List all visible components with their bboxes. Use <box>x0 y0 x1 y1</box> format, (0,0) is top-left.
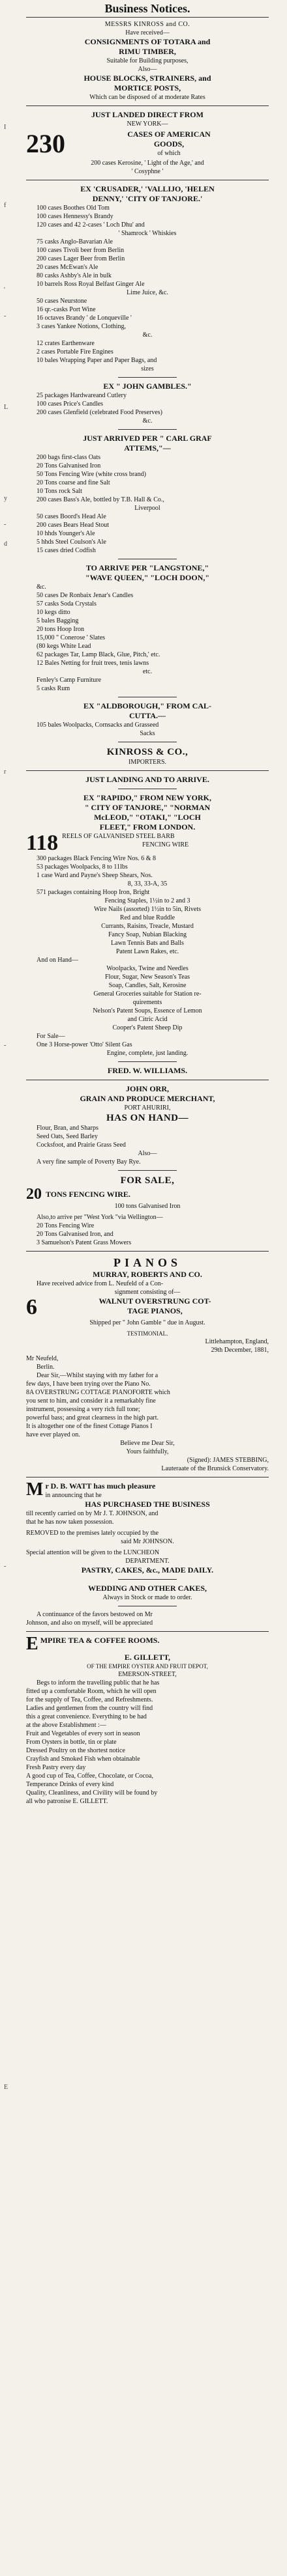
watt-notice <box>26 1481 269 1627</box>
empire-notice <box>26 1636 269 1806</box>
john-orr-notice <box>26 1084 269 1247</box>
quantity-figure: 6 <box>26 1295 37 1319</box>
notice-line: Littlehampton, England, <box>205 1338 269 1345</box>
just-landing-heading: JUST LANDING AND TO ARRIVE. <box>85 775 209 784</box>
notice-line: Believe me Dear Sir, <box>120 1440 175 1447</box>
notice-line: ' Cosyphne ' <box>131 168 164 175</box>
list-item: 10 bales Wrapping Paper and Paper Bags, and <box>37 357 157 364</box>
list-item: 57 casks Soda Crystals <box>37 600 97 608</box>
list-item: 20 Tons Fencing Wire <box>37 1222 95 1229</box>
notice-line: said Mr JOHNSON. <box>121 1538 174 1545</box>
list-item: 80 casks Ashby's Ale in bulk <box>37 272 112 279</box>
notice-line: Have received— <box>125 29 170 36</box>
list-item: &c. <box>142 417 153 425</box>
list-item: 10 Tons rock Salt <box>37 488 82 495</box>
aldborough-notice <box>26 701 269 738</box>
notice-heading: EX " JOHN GAMBLES." <box>103 382 192 391</box>
notice-line: Which can be disposed of at moderate Rates <box>89 94 205 101</box>
notice-heading: HAS ON HAND— <box>106 1113 189 1123</box>
notice-heading: EX "ALDBOROUGH," FROM CAL- <box>83 701 211 710</box>
notice-heading: GRAIN AND PRODUCE MERCHANT, <box>80 1094 215 1103</box>
langstone-notice <box>26 563 269 693</box>
list-item: Nelson's Patent Soups, Essence of Lemon <box>93 1007 202 1015</box>
list-item: 2 cases Portable Fire Engines <box>37 348 113 356</box>
margin-fragment: - <box>4 1042 7 1049</box>
notice-line: that he has now taken possession. <box>26 1519 114 1526</box>
list-item: 3 Samuelson's Patent Grass Mowers <box>37 1239 132 1246</box>
notice-heading: WEDDING AND OTHER CAKES, <box>87 1584 207 1593</box>
list-item: 50 cases Neurstone <box>37 298 87 305</box>
list-item: 5 bales Bagging <box>37 617 79 624</box>
list-item: 20 cases McEwan's Ale <box>37 264 98 271</box>
list-item: (80 kegs White Lead <box>37 643 91 650</box>
notice-line: &c. <box>37 583 46 591</box>
list-item: 200 bags first-class Oats <box>37 454 101 461</box>
list-item: Flour, Bran, and Sharps <box>37 1125 98 1132</box>
list-item: Red and blue Ruddle <box>119 914 175 921</box>
drop-cap: E <box>26 1636 38 1654</box>
divider <box>118 1579 177 1580</box>
list-item: Cooper's Patent Sheep Dip <box>112 1024 183 1031</box>
list-item: Fancy Soap, Nubian Blacking <box>108 931 187 938</box>
notice-line: till recently carried on by Mr J. T. JOHNSON, and <box>26 1510 159 1517</box>
body-line: Ladies and gentlemen from the country will find <box>26 1705 153 1712</box>
list-item: 75 casks Anglo-Bavarian Ale <box>37 238 113 245</box>
list-item: ' Shamrock ' Whiskies <box>118 230 177 237</box>
margin-fragment: y <box>4 495 7 502</box>
kinross-importers-title: KINROSS & CO., <box>106 747 189 757</box>
body-line: at the above Establishment :— <box>26 1722 106 1729</box>
list-item: 200 cases Bears Head Stout <box>37 522 110 529</box>
quantity-text <box>69 130 269 158</box>
notice-heading: ATTEMS,"— <box>124 443 171 453</box>
notice-line: signment consisting of— <box>114 1289 181 1296</box>
list-item: Wire Nails (assorted) 1½in to 5in, Rivets <box>93 906 201 913</box>
list-item: etc. <box>142 668 153 675</box>
notice-heading: " CITY OF TANJORE," "NORMAN <box>84 803 211 812</box>
list-item: 12 Bales Netting for fruit trees, tenis lawns <box>37 660 149 667</box>
notice-heading: FLEET," FROM LONDON. <box>99 822 196 832</box>
body-line: this a great convenience. Everything to be had <box>26 1713 147 1720</box>
list-item: 50 cases De Ronbaix Jenar's Candles <box>37 592 134 599</box>
notice-line: Lauteraate of the Brunsick Conservatory. <box>161 1465 269 1472</box>
notice-line: Yours faithfully, <box>126 1448 169 1455</box>
margin-fragment: L <box>4 404 8 411</box>
list-item: Fencing Staples, 1½in to 2 and 3 <box>104 897 190 904</box>
list-item: 120 cases and 42 2-cases ' Loch Dhu' and <box>37 221 145 229</box>
notice-line: in announcing that he <box>45 1492 102 1499</box>
list-item: 100 cases Price's Candles <box>37 400 104 408</box>
body-line: Crayfish and Smoked Fish when obtainable <box>26 1756 140 1763</box>
list-item: Fenley's Camp Furniture <box>37 677 102 684</box>
list-item: 62 packages Tar, Lamp Black, Glue, Pitch,' etc. <box>37 651 160 658</box>
list-item: 5 casks Rum <box>37 685 70 692</box>
body-line: From Oysters in bottle, tin or plate <box>26 1739 117 1746</box>
quantity-text <box>62 832 269 849</box>
divider <box>26 105 269 106</box>
body-line: have ever played on. <box>26 1431 80 1438</box>
body-line: few days, I have been trying over the Piano No. <box>26 1380 151 1388</box>
notice-line: of which <box>157 150 181 157</box>
list-item: For Sale— <box>37 1033 65 1040</box>
list-item: and Citric Acid <box>127 1016 168 1023</box>
notice-heading: GOODS, <box>153 139 185 148</box>
notice-heading: E. GILLETT, <box>124 1653 171 1662</box>
body-line: Fruit and Vegetables of every sort in season <box>26 1730 140 1737</box>
quantity-row <box>26 832 269 854</box>
list-item: Sacks <box>140 730 155 737</box>
quantity-figure: 230 <box>26 128 65 158</box>
notice-line: (Signed): JAMES STEBBING, <box>187 1457 269 1464</box>
list-item: 10 barrels Ross Royal Belfast Ginger Ale <box>37 281 145 288</box>
margin-fragment: I <box>4 124 7 131</box>
list-item: 200 cases Lager Beer from Berlin <box>37 255 125 262</box>
notice-line: REMOVED to the premises lately occupied by the <box>26 1530 159 1537</box>
list-item: 20 tons Hoop Iron <box>37 626 85 633</box>
notice-line: NEW YORK— <box>127 120 168 128</box>
notice-line: Johnson, and also on myself, will be appreciated <box>26 1619 153 1627</box>
notice-heading: TAGE PIANOS, <box>127 1306 183 1315</box>
list-item: 25 packages Hardwareand Cutlery <box>37 392 127 399</box>
body-line: It is altogether one of the finest Cottage Pianos I <box>26 1423 153 1430</box>
quantity-figure: 20 <box>26 1186 42 1203</box>
notice-line: EMERSON-STREET, <box>118 1671 177 1678</box>
list-item: 1 case Ward and Payne's Sheep Shears, Nos. <box>37 872 153 879</box>
notice-heading: PASTRY, CAKES, &c., MADE DAILY. <box>81 1565 214 1575</box>
body-line: for the supply of Tea, Coffee, and Refreshments. <box>26 1696 153 1703</box>
divider <box>118 1170 177 1171</box>
list-item: Currants, Raisins, Treacle, Mustard <box>101 923 194 930</box>
list-item: Woolpacks, Twine and Needles <box>106 965 189 972</box>
notice-line: Also— <box>138 66 157 73</box>
notice-heading: RIMU TIMBER, <box>119 47 176 56</box>
list-item: One 3 Horse-power 'Otto' Silent Gas <box>37 1041 132 1048</box>
notice-heading: CUTTA.— <box>128 711 166 720</box>
notice-line: 200 cases Kerosine, ' Light of the Age,' and <box>91 160 204 167</box>
divider <box>118 377 177 378</box>
notice-heading: JOHN ORR, <box>126 1084 169 1093</box>
body-line: Begs to inform the travelling public that he has <box>37 1679 160 1687</box>
notice-title: MESSRS KINROSS and CO. <box>104 21 190 28</box>
body-line: Dear Sir,—Whilst staying with my father for a <box>37 1372 159 1379</box>
notice-line: PORT AHURIRI, <box>124 1104 171 1112</box>
margin-fragment: d <box>4 540 7 548</box>
body-line: fitted up a comfortable Room, which he will open <box>26 1688 157 1695</box>
list-item: Engine, complete, just landing. <box>106 1050 189 1057</box>
list-item: 571 packages containing Hoop Iron, Bright <box>37 889 150 896</box>
notice-heading: McLEOD," "OTAKI," "LOCH <box>94 813 201 822</box>
quantity-figure: 118 <box>26 831 59 855</box>
margin-fragment: ' <box>4 287 5 294</box>
list-item: 5 hhds Steel Coulson's Ale <box>37 539 106 546</box>
list-item: Cocksfoot, and Prairie Grass Seed <box>37 1141 126 1149</box>
notice-heading: JUST LANDED DIRECT FROM <box>91 110 204 119</box>
list-item: 15 cases dried Codfish <box>37 547 96 554</box>
notice-heading: HOUSE BLOCKS, STRAINERS, and <box>83 74 211 83</box>
notice-heading: CASES OF AMERICAN <box>127 130 211 139</box>
notice-heading: CONSIGNMENTS OF TOTARA and <box>84 37 211 46</box>
list-item: 20 Tons coarse and fine Salt <box>37 479 110 486</box>
divider <box>26 770 269 771</box>
quantity-row <box>26 1186 269 1202</box>
notice-line: 29th December, 1881, <box>211 1347 269 1354</box>
divider <box>26 1251 269 1252</box>
pianos-notice <box>26 1255 269 1473</box>
williams-signature: FRED. W. WILLIAMS. <box>107 1066 188 1075</box>
list-item: 20 Tons Galvanised Iron, and <box>37 1231 113 1238</box>
notice-line: Mr Neufeld, <box>26 1355 59 1362</box>
notice-line: Suitable for Building purposes, <box>106 57 189 64</box>
page-title: Business Notices. <box>26 0 269 18</box>
list-item: 3 cases Yankee Notions, Clothing, <box>37 323 126 330</box>
notice-line: Have received advice from L. Neufeld of a Con- <box>37 1280 164 1287</box>
notice-line: Always in Stock or made to order. <box>102 1594 192 1601</box>
notice-heading: TONS FENCING WIRE. <box>46 1189 130 1199</box>
list-item: A very fine sample of Poverty Bay Rye. <box>37 1158 141 1166</box>
list-item: Liverpool <box>134 505 160 512</box>
list-item: 50 cases Boord's Head Ale <box>37 513 106 520</box>
carl-graf-attems-notice <box>26 434 269 555</box>
list-item: General Groceries suitable for Station re- <box>93 990 202 998</box>
divider <box>26 1631 269 1632</box>
body-line: Fresh Pastry every day <box>26 1764 86 1771</box>
quantity-text <box>41 1296 269 1316</box>
list-item: Lawn Tennis Bats and Balls <box>111 940 184 947</box>
list-item: sizes <box>141 365 154 372</box>
notice-line: A continuance of the favors bestowed on Mr <box>37 1611 153 1618</box>
drop-cap: M <box>26 1481 44 1500</box>
notice-heading: TO ARRIVE PER "LANGSTONE," <box>85 563 209 572</box>
notice-heading: PIANOS <box>113 1256 181 1269</box>
list-item: 16 qr.-casks Port Wine <box>37 306 96 313</box>
notice-line: REELS OF GALVANISED STEEL BARB <box>62 833 175 840</box>
for-sale-heading: FOR SALE, <box>120 1175 175 1186</box>
list-item: 100 cases Tivoli beer from Berlin <box>37 247 125 254</box>
list-item: &c. <box>142 331 153 339</box>
list-item: 100 cases Boothes Old Tom <box>37 204 110 212</box>
crusader-notice <box>26 184 269 373</box>
body-line: instrument, possessing a very rich full tone; <box>26 1406 140 1413</box>
list-item: And on Hand— <box>37 957 78 964</box>
list-item: 8, 33, 33-A, 35 <box>127 880 168 888</box>
list-item: quirements <box>132 999 162 1006</box>
body-line: all who patronise E. GILLETT. <box>26 1798 108 1805</box>
quantity-row <box>26 130 269 158</box>
margin-fragment: r <box>4 768 7 776</box>
margin-fragment: E <box>4 2084 8 2091</box>
body-line: Dressed Poultry on the shortest notice <box>26 1747 125 1754</box>
notice-line: TESTIMONIAL. <box>127 1330 168 1337</box>
list-item: Patent Lawn Rakes, etc. <box>115 948 179 955</box>
john-gambles-notice <box>26 382 269 425</box>
notices-column <box>26 0 269 1806</box>
list-item: 10 kegs ditto <box>37 609 70 616</box>
notice-line: Special attention will be given to the LUNCHEON <box>26 1549 160 1556</box>
notice-line: Shipped per " John Gamble " due in August. <box>89 1319 205 1326</box>
notice-line: Berlin. <box>37 1364 55 1371</box>
divider <box>118 429 177 430</box>
left-margin-fragments <box>0 0 20 2576</box>
list-item: 300 packages Black Fencing Wire Nos. 6 & 8 <box>37 855 156 862</box>
list-item: 53 packages Woolpacks, 8 to 11lbs <box>37 863 128 871</box>
body-line: powerful bass; and great clearness in the high part. <box>26 1414 159 1421</box>
list-item: 15,000 " Conerose ' Slates <box>37 634 106 641</box>
divider <box>118 1061 177 1062</box>
notice-heading: EX 'CRUSADER,' 'VALLIJO, 'HELEN <box>80 184 215 193</box>
list-item: Seed Oats, Seed Barley <box>37 1133 98 1140</box>
notice-heading: EX "RAPIDO," FROM NEW YORK, <box>83 793 211 802</box>
list-item: Also— <box>138 1150 157 1157</box>
notice-heading: WALNUT OVERSTRUNG COT- <box>98 1296 211 1306</box>
list-item: Lime Juice, &c. <box>127 289 168 296</box>
list-item: 200 cases Glenfield (celebrated Food Preserves) <box>37 409 162 416</box>
margin-fragment: - <box>4 313 7 320</box>
notice-line: FENCING WIRE <box>142 841 189 848</box>
body-line: A good cup of Tea, Coffee, Chocolate, or Cocoa, <box>26 1772 153 1780</box>
notice-heading: MURRAY, ROBERTS AND CO. <box>93 1270 202 1279</box>
list-item: 100 cases Hennessy's Brandy <box>37 213 113 220</box>
notice-heading: MORTICE POSTS, <box>113 83 181 92</box>
quantity-row <box>26 1296 269 1319</box>
list-item: 12 crates Earthenware <box>37 340 95 347</box>
notice-heading: JUST ARRIVED PER " CARL GRAF <box>83 434 212 443</box>
notice-heading: MPIRE TEA & COFFEE ROOMS. <box>40 1636 160 1645</box>
list-item: 50 Tons Fencing Wire (white cross brand) <box>37 471 146 478</box>
notice-line: DEPARTMENT. <box>125 1558 170 1565</box>
notice-heading: HAS PURCHASED THE BUSINESS <box>85 1500 210 1509</box>
body-line: Temperance Drinks of every kind <box>26 1781 114 1788</box>
margin-fragment: f <box>4 202 7 209</box>
body-line: 8A OVERSTRUNG COTTAGE PIANOFORTE which <box>26 1389 170 1396</box>
notice-heading: "WAVE QUEEN," "LOCH DOON," <box>85 573 210 582</box>
kinross-timber-notice <box>26 20 269 102</box>
body-line: Quality, Cleanliness, and Civility will be found by <box>26 1789 158 1797</box>
american-goods-notice <box>26 110 269 176</box>
list-item: 20 Tons Galvanised Iron <box>37 462 101 469</box>
margin-fragment: - <box>4 1563 7 1570</box>
list-item: 16 octaves Brandy ' de Lonqueville ' <box>37 315 132 322</box>
notice-line: Also,to arrive per "West York "via Wellington— <box>37 1214 163 1221</box>
body-line: you sent to him, and consider it a remarkably fine <box>26 1397 156 1405</box>
list-item: 200 cases Bass's Ale, bottled by T.B. Hall & Co., <box>37 496 164 503</box>
kinross-importers-subtitle: IMPORTERS. <box>128 759 167 766</box>
list-item: 105 bales Woolpacks, Cornsacks and Grasseed <box>37 721 159 729</box>
notice-heading: r D. B. WATT has much pleasure <box>45 1481 156 1491</box>
list-item: 10 hhds Younger's Ale <box>37 530 95 537</box>
notice-heading: DENNY,' 'CITY OF TANJORE.' <box>92 194 203 203</box>
list-item: Soap, Candles, Salt, Kerosine <box>108 982 187 989</box>
notice-line: OF THE EMPIRE OYSTER AND FRUIT DEPOT, <box>87 1663 208 1670</box>
list-item: 100 tons Galvanised Iron <box>114 1203 181 1210</box>
list-item: Flour, Sugar, New Season's Teas <box>104 973 190 981</box>
rapido-notice <box>26 793 269 1057</box>
margin-fragment: - <box>4 521 7 528</box>
